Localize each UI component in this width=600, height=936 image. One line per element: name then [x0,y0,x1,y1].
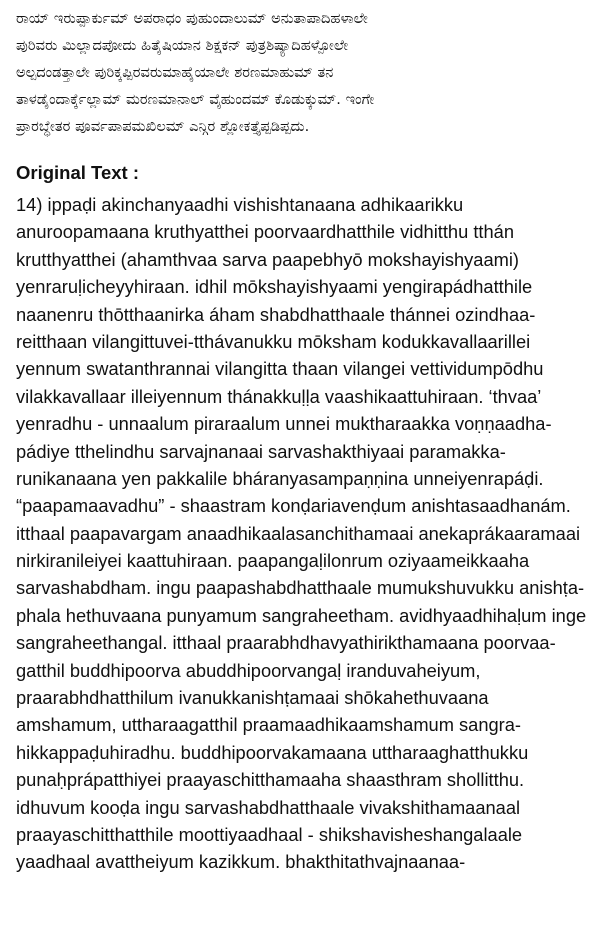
kannada-line: ಪುರಿವರು ಮಿಲ್ಲಾದಪೋದು ಹಿತೈಷಿಯಾನ ಶಿಕ್ಷಕನ್ ಪುತ್ರಶಿಷ್ಯಾದಿಹಳ್ಪೋಲೇ [16,38,349,54]
original-text-line: praayaschitthatthile moottiyaadhaal - shikshavisheshangalaale [16,823,523,845]
original-text-line: yaadhaal avattheiyum kazikkum. bhakthitathvajnaanaa- [16,851,466,873]
original-text-line: punaḥprápatthiyei praayaschitthamaaha shaasthram shollitthu. [16,769,525,791]
original-text-line: praarabhdhatthilum ivanukkanishṭamaai shōkahethuvaana [16,687,489,709]
original-text-line: nirkiranileiyei kaattuhiraan. paapangaḷilonrum oziyaameikkaaha [16,550,530,572]
original-text-line: amshamum, uttharaagatthil praamaadhikaamshamum sangra- [16,714,522,736]
original-text-line: gatthil buddhipoorva abuddhipoorvangaḷ iranduvaheiyum, [16,659,481,681]
original-text-line: krutthyatthei (ahamthvaa sarva paapebhyō mokshayishyaami) [16,248,519,270]
original-text-line: sangraheethangal. itthaal praarabhdhavyathirikthamaana poorvaa- [16,632,556,654]
original-text-line: itthaal paapavargam anaadhikaalasanchithamaai anekaprákaaramaai [16,522,581,544]
original-text-line: vilakkavallaar illeiyennum thánakkuḷḷa vaashikaattuhiraan. ‘thvaa’ [16,385,542,407]
original-text-line: “paapamaavadhu” - shaastram konḍariavenḍum anishtasaadhanám. [16,495,571,517]
original-text-line: sarvashabdham. ingu paapashabdhatthaale mumukshuvukku anishṭa- [16,577,585,599]
kannada-line: ತಾಳಡೈಂದಾರ್ಕ್ಕೆಲ್ಲಾಮ್ ಮರಣಮಾನಾಲ್ ವೈಹುಂದಮ್ ಕೊಡುಕ್ಕುಮ್. ಇಂಗೇ [16,92,375,108]
original-text-block [16,191,586,876]
original-text-line: yenraruḷicheyyhiraan. idhil mōkshayishyaami yengirapádhatthile [16,276,533,298]
original-text-line: 14) ippaḍi akinchanyaadhi vishishtanaana adhikaarikku [16,194,464,215]
original-text-line: reitthaan vilangittuvei-tthávanukku mōksham kodukkavallaarillei [16,330,531,352]
kannada-transliteration-block [16,6,586,141]
original-text-line: hikkappaḍuhiradhu. buddhipoorvakamaana uttharaaghatthukku [16,741,529,763]
kannada-line: ರಾಯ್ ಇರುಪ್ಪಾರ್ಕುಮ್ ಅಪರಾಧಂ ಪುಹುಂದಾಲುಮ್ ಅನುತಾಪಾದಿಹಳಾಲೇ [16,11,368,27]
original-text-line: pádiye tthelindhu sarvajnanaai sarvashakthiyaai paramakka- [16,440,506,462]
original-text-line: yennum swatanthrannai vilangitta thaan vilangei vettividumpōdhu [16,358,544,380]
original-text-line: naanenru thōtthaanirka áham shabdhatthaale thánnei ozindhaa- [16,303,536,325]
original-text-line: phala hethuvaana punyamum sangraheetham. avidhyaadhihaḷum inge [16,604,586,626]
original-text-line: idhuvum kooḍa ingu sarvashabdhatthaale vivakshithamaanaal [16,796,521,818]
kannada-line: ಅಲ್ಪದಂಡತ್ತಾಲೇ ಪುರಿಕ್ಕಪ್ಪಿರವರುಮಾಹೈಯಾಲೇ ಶರಣಮಾಹುಮ್ ತನ [16,65,334,81]
original-text-line: anuroopamaana kruthyatthei poorvaardhatthile vidhitthu tthán [16,221,514,243]
kannada-line: ಪ್ರಾರಬ್ಧೇತರ ಪೂರ್ವಪಾಪಮಖಿಲಮ್ ಎನ್ಗಿರ ಶ್ಲೋಕತ್ತೈಪ್ಪಡಿಪ್ಪದು. [16,119,310,135]
original-text-heading: Original Text : [16,162,140,183]
original-text-line: runikanaana yen pakkalile bháranyasampaṇṇina unneiyenrapáḍi. [16,467,544,489]
original-text-line: yenradhu - unnaalum piraraalum unnei muktharaakka voṇṇaadha- [16,413,552,435]
